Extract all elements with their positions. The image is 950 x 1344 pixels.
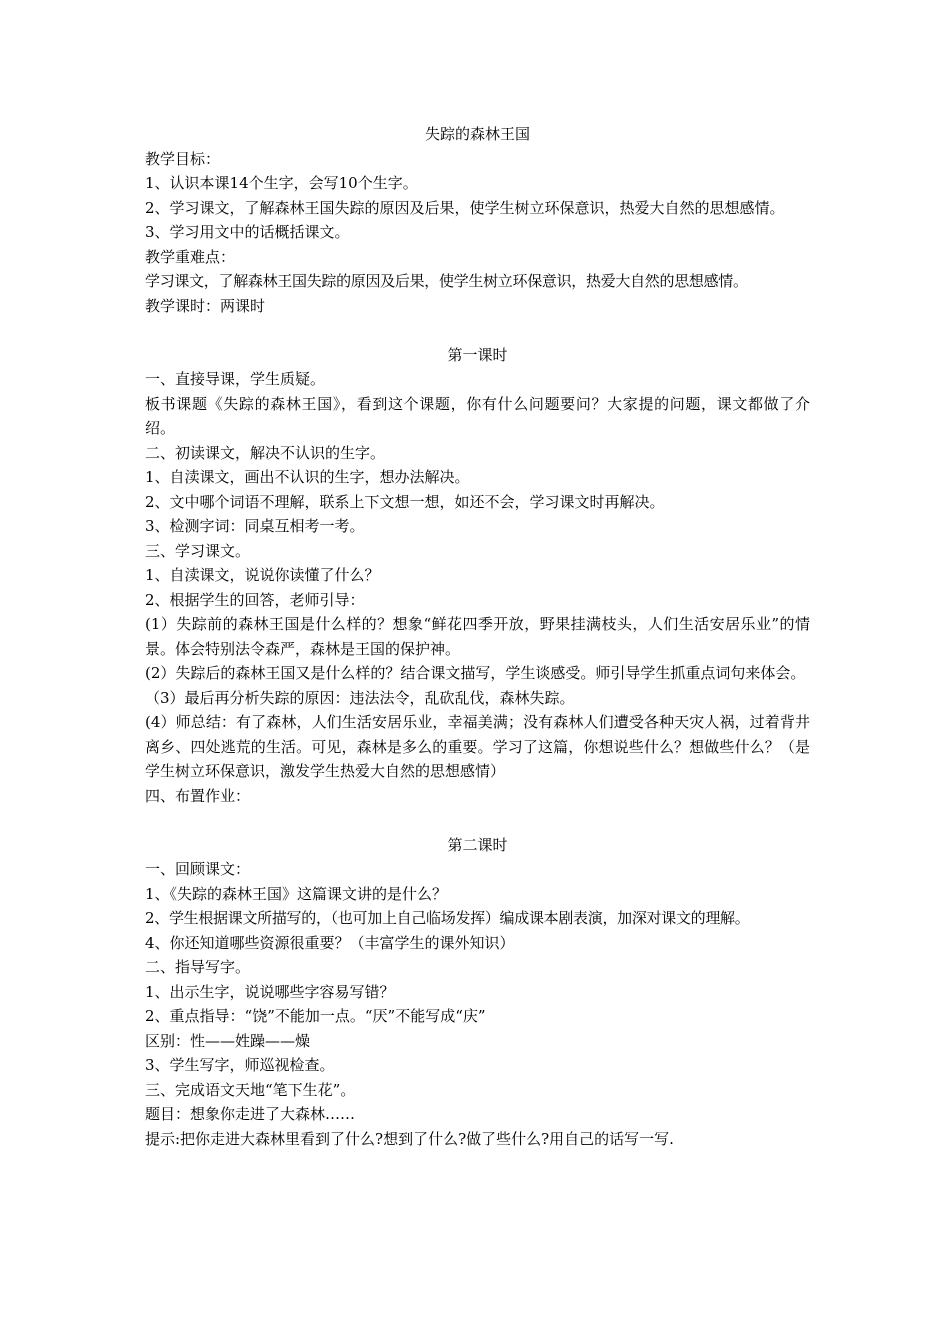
lesson2-line: 三、完成语文天地“笔下生花”。 xyxy=(145,1080,356,1099)
spacer xyxy=(145,318,810,343)
lesson1-line: 三、学习课文。 xyxy=(145,541,251,560)
lesson2-line: 2、重点指导：“饶”不能加一点。“厌”不能写成“庆” xyxy=(145,1007,486,1025)
lesson1-line: (4）师总结：有了森林，人们生活安居乐业，幸福美满；没有森林人们遭受各种天灾人祸，过着背井离乡、四处逃荒的生活。可见，森林是多么的重要。学习了这篇，你想说些什么？想做些什么？（是学生树立环保意识，激发学生热爱大自然的思想感情） xyxy=(145,713,810,780)
lesson1-line: 2、文中哪个词语不理解，联系上下文想一想，如还不会，学习课文时再解决。 xyxy=(145,492,665,511)
lesson1-line: （3）最后再分析失踪的原因：违法法令，乱砍乱伐，森林失踪。 xyxy=(145,688,575,707)
lesson1-line: 1、自渎课文，画出不认识的生字，想办法解决。 xyxy=(145,468,470,486)
lesson1-heading: 第一课时 xyxy=(447,345,508,364)
lesson2-line: 题目：想象你走进了大森林…… xyxy=(145,1105,356,1123)
lesson2-line: 二、指导写字。 xyxy=(145,958,251,976)
lesson1-line: (1）失踪前的森林王国是什么样的？想象“鲜花四季开放，野果挂满枝头，人们生活安居乐业”的情景。体会特别法令森严，森林是王国的保护神。 xyxy=(145,615,810,658)
lesson2-line: 2、学生根据课文所描写的，（也可加上自己临场发挥）编成课本剧表演，加深对课文的理解。 xyxy=(145,909,750,927)
lesson1-line: 板书课题《失踪的森林王国》，看到这个课题，你有什么问题要问？大家提的问题，课文都做了介绍。 xyxy=(145,394,810,437)
class-hours: 教学课时：两课时 xyxy=(145,296,266,315)
spacer xyxy=(145,808,810,833)
goal-item: 1、认识本课14个生字，会写10个生字。 xyxy=(145,174,418,192)
lesson1-line: 3、检测字词：同桌互相考一考。 xyxy=(145,517,365,535)
goal-item: 2、学习课文，了解森林王国失踪的原因及后果，使学生树立环保意识，热爱大自然的思想感情。 xyxy=(145,198,785,217)
lesson2-line: 区别：性——姓躁——燥 xyxy=(145,1031,311,1050)
lesson1-line: 四、布置作业： xyxy=(145,786,251,805)
lesson2-line: 3、学生写字，师巡视检查。 xyxy=(145,1056,335,1074)
goals-heading: 教学目标： xyxy=(145,149,221,168)
key-points-text: 学习课文，了解森林王国失踪的原因及后果，使学生树立环保意识，热爱大自然的思想感情。 xyxy=(145,272,748,290)
lesson1-line: 2、根据学生的回答，老师引导： xyxy=(145,590,365,609)
document-page xyxy=(145,122,810,1151)
lesson2-line: 提示:把你走进大森林里看到了什么?想到了什么?做了些什么?用自己的话写一写. xyxy=(145,1129,674,1148)
lesson1-line: (2）失踪后的森林王国又是什么样的？结合课文描写，学生谈感受。师引导学生抓重点词句来体会。 xyxy=(145,664,806,682)
lesson2-line: 1、《失踪的森林王国》这篇课文讲的是什么？ xyxy=(145,884,448,903)
lesson1-line: 1、自渎课文，说说你读懂了什么？ xyxy=(145,566,380,584)
lesson2-line: 4、你还知道哪些资源很重要？（丰富学生的课外知识） xyxy=(145,933,515,952)
lesson2-heading: 第二课时 xyxy=(447,835,508,854)
key-points-heading: 教学重难点： xyxy=(145,247,236,266)
lesson1-line: 一、直接导课，学生质疑。 xyxy=(145,370,326,388)
lesson1-line: 二、初读课文，解决不认识的生字。 xyxy=(145,443,386,462)
lesson2-line: 一、回顾课文： xyxy=(145,860,251,878)
document-title: 失踪的森林王国 xyxy=(424,125,530,143)
lesson2-line: 1、出示生字，说说哪些字容易写错？ xyxy=(145,982,395,1001)
goal-item: 3、学习用文中的话概括课文。 xyxy=(145,223,350,241)
